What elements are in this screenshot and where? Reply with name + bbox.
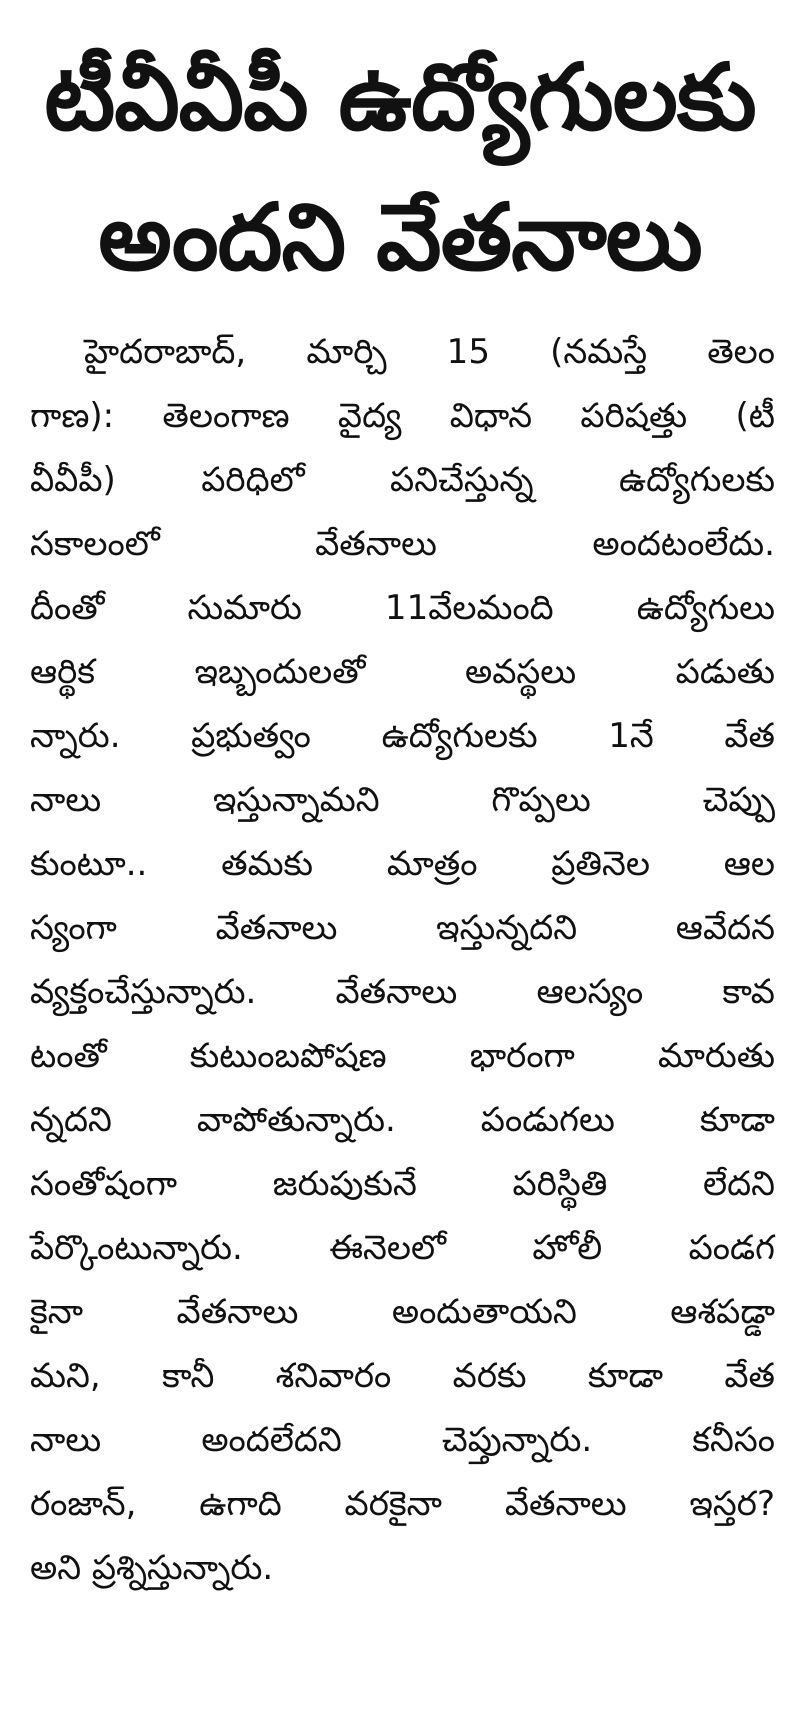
article-line: హైదరాబాద్, మార్చి 15 (నమస్తే తెలం xyxy=(84,332,775,372)
headline-line-2: అందని వేతనాలు xyxy=(98,184,702,291)
article-line: టంతో కుటుంబపోషణ భారంగా మారుతు xyxy=(30,1036,775,1076)
article-line: నాలు ఇస్తున్నామని గొప్పలు చెప్పు xyxy=(30,780,775,820)
article-line: నాలు అందలేదని చెప్తున్నారు. కనీసం xyxy=(30,1420,775,1460)
article-line: ఆర్థిక ఇబ్బందులతో అవస్థలు పడుతు xyxy=(30,652,775,692)
article-line: సకాలంలో వేతనాలు అందటంలేదు. xyxy=(30,524,775,564)
article-body xyxy=(30,320,775,1600)
article-line: రంజాన్, ఉగాది వరకైనా వేతనాలు ఇస్తర? xyxy=(30,1484,775,1524)
article-line: కుంటూ.. తమకు మాత్రం ప్రతినెల ఆల xyxy=(30,844,775,884)
article-line: వ్యక్తంచేస్తున్నారు. వేతనాలు ఆలస్యం కావ xyxy=(30,972,775,1012)
headline-line-1: టీవీవీపీ ఉద్యోగులకు xyxy=(44,44,756,151)
article-line: అని ప్రశ్నిస్తున్నారు. xyxy=(30,1548,274,1588)
article-line: న్నారు. ప్రభుత్వం ఉద్యోగులకు 1నే వేత xyxy=(30,716,775,756)
article-line: కైనా వేతనాలు అందుతాయని ఆశపడ్డా xyxy=(30,1292,775,1332)
article-line: మని, కానీ శనివారం వరకు కూడా వేత xyxy=(30,1356,775,1396)
article-line: న్నదని వాపోతున్నారు. పండుగలు కూడా xyxy=(30,1100,775,1140)
article-line: దీంతో సుమారు 11వేలమంది ఉద్యోగులు xyxy=(30,588,775,628)
article-line: వీవీపీ) పరిధిలో పనిచేస్తున్న ఉద్యోగులకు xyxy=(30,460,775,500)
headline xyxy=(0,28,800,308)
article-line: గాణ): తెలంగాణ వైద్య విధాన పరిషత్తు (టీ xyxy=(30,396,775,436)
article-line: సంతోషంగా జరుపుకునే పరిస్థితి లేదని xyxy=(30,1164,775,1204)
article-line: స్యంగా వేతనాలు ఇస్తున్నదని ఆవేదన xyxy=(30,908,775,948)
article-line: పేర్కొంటున్నారు. ఈనెలలో హోలీ పండగ xyxy=(30,1228,775,1268)
